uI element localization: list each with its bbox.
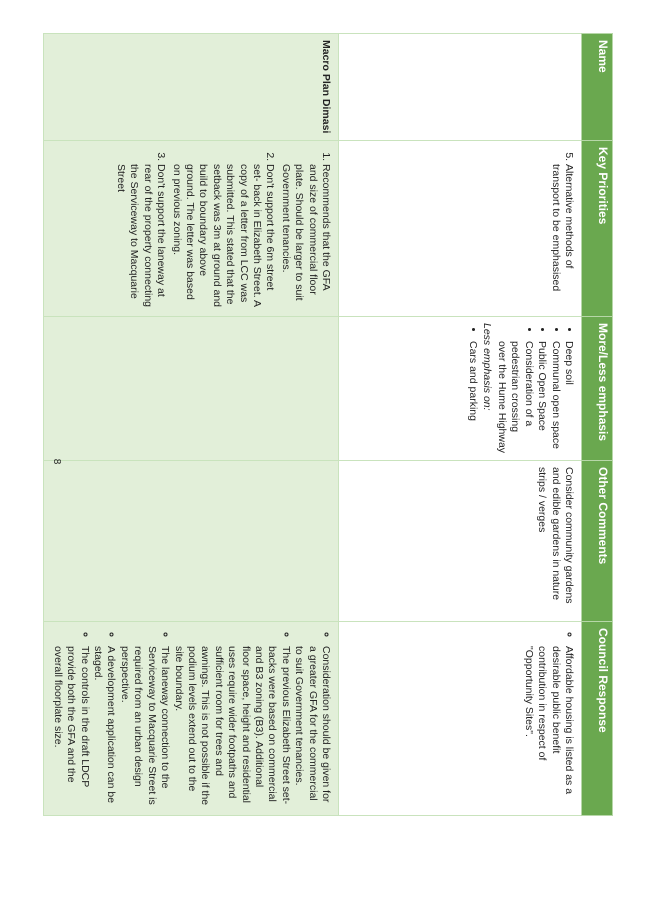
list-item: ◦ Consideration should be given for a greater GFA for the commercial to suit Government tenancies. bbox=[292, 646, 332, 809]
row2-other-comments-cell bbox=[44, 461, 339, 622]
table-header-row bbox=[582, 34, 613, 816]
list-item: • Deep soil bbox=[562, 341, 575, 454]
list-item: ◦ The laneway connection to the Serviceway to Macquarie Street is required from an urban design perspective. bbox=[118, 646, 172, 809]
row1-other-comments: Consider community gardens and edible gardens in nature strips / verges bbox=[536, 467, 575, 604]
list-item: • Public Open Space bbox=[535, 341, 548, 454]
list-item: ◦ The previous Elizabeth Street set-backs were based on commercial and B3 zoning (B3). Additional floor space, height and residential uses require wider footpaths and sufficient room for trees and awnings. This is not possible if the podium levels extend out to the site boundary. bbox=[171, 646, 292, 809]
header-other-comments: Other Comments bbox=[582, 461, 613, 622]
row1-council-response-cell bbox=[339, 622, 582, 816]
list-item: ◦ The controls in the draft LDCP provide both the GFA and the overall floorplate size. bbox=[50, 646, 90, 809]
row1-more-emphasis-list bbox=[495, 323, 575, 454]
less-emphasis-title: Less emphasis on: bbox=[480, 323, 493, 411]
row1-name-cell bbox=[339, 34, 582, 141]
row1-emphasis-cell bbox=[339, 317, 582, 461]
list-item: • Communal open space bbox=[548, 341, 561, 454]
list-item: 2. Don't support the 6m street set- back in Elizabeth Street. A copy of a letter from LCC was submitted. This stated that the setback was 3m at ground and build to boundary above ground. The letter was based on previous zoning. bbox=[169, 164, 276, 310]
row2-key-priorities-cell bbox=[44, 141, 339, 317]
row1-less-emphasis-list bbox=[466, 323, 479, 454]
submissions-table bbox=[43, 33, 613, 816]
list-item: • Cars and parking bbox=[466, 341, 479, 454]
list-item: 5. Alternative methods of transport to be emphasised bbox=[548, 164, 575, 310]
row2-key-priorities-list bbox=[114, 147, 333, 310]
header-name: Name bbox=[582, 34, 613, 141]
list-item: 3. Don't support the laneway at rear of the property connecting the Serviceway to Macquarie Street bbox=[114, 164, 168, 310]
row2-emphasis-cell bbox=[44, 317, 339, 461]
list-item: 1. Recommends that the GFA and size of commercial floor plate. Should be larger to suit Government tenancies. bbox=[278, 164, 332, 310]
row1-other-comments-cell bbox=[339, 461, 582, 622]
header-key-priorities: Key Priorities bbox=[582, 141, 613, 317]
page-number: 8 bbox=[51, 458, 62, 465]
row2-council-response-list bbox=[50, 628, 332, 809]
table-row bbox=[44, 34, 339, 816]
row2-name: Macro Plan Dimasi bbox=[320, 40, 332, 134]
list-item: • Consideration of a pedestrian crossing over the Hume Highway bbox=[495, 341, 535, 454]
row2-council-response-cell bbox=[44, 622, 339, 816]
row1-key-priorities-cell bbox=[339, 141, 582, 317]
header-council-response: Council Response bbox=[582, 622, 613, 816]
header-more-less-emphasis: More/Less emphasis bbox=[582, 317, 613, 461]
row1-council-response-list bbox=[521, 628, 575, 809]
row2-name-cell bbox=[44, 34, 339, 141]
list-item: ◦ Affordable housing is listed as a desirable public benefit contribution in respect of "Opportunity Sites". bbox=[521, 646, 575, 809]
list-item: ◦ A development application can be staged. bbox=[91, 646, 118, 809]
row1-key-priorities-list bbox=[548, 147, 575, 310]
table-row bbox=[339, 34, 582, 816]
